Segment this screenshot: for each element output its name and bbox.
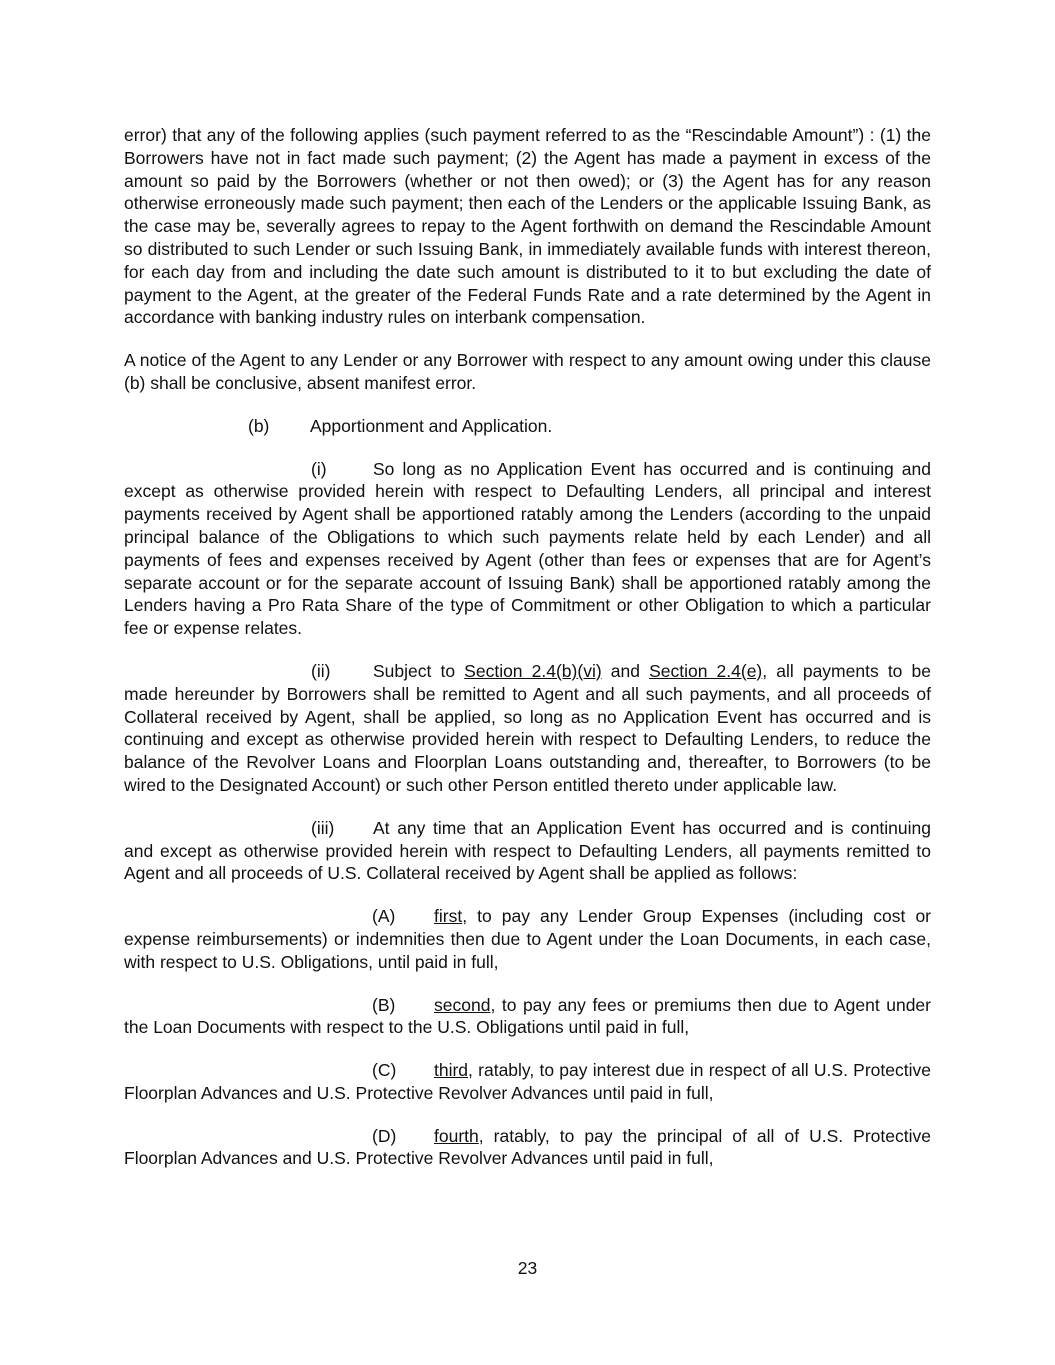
- item-label: (D): [372, 1125, 397, 1146]
- paragraph-rescindable-amount: error) that any of the following applies (such payment referred to as the “Rescindable Amount”) : (1) the Borrowers have not in fact made such payment; (2) the Agent has made a payment in excess of the amount so paid by the Borrowers (whether or not then owed); or (3) the Agent has for any reason otherwise erroneously made such payment; then each of the Lenders or the applicable Issuing Bank, as the case may be, severally agrees to repay to the Agent forthwith on demand the Rescindable Amount so distributed to such Lender or such Issuing Bank, in immediately available funds with interest thereon, for each day from and including the date such amount is distributed to it to but excluding the date of payment to the Agent, at the greater of the Federal Funds Rate and a rate determined by the Agent in accordance with banking industry rules on interbank compensation.: [124, 125, 931, 328]
- section-number: (b): [248, 415, 270, 436]
- item-label: (C): [372, 1060, 397, 1081]
- subsection-text: So long as no Application Event has occurred and is continuing and except as otherwise provided herein with respect to Defaulting Lenders, all principal and interest payments received by Agent shall be apportioned ratably among the Lenders (according to the unpaid principal balance of the Obligations to which such payments relate held by each Lender) and all payments of fees and expenses received by Agent (other than fees or expenses that are for Agent’s separate account or for the separate account of Issuing Bank) shall be apportioned ratably among the Lenders having a Pro Rata Share of the type of Commitment or other Obligation to which a particular fee or expense relates.: [124, 458, 931, 639]
- section-title: Apportionment and Application.: [310, 415, 553, 436]
- item-label: (A): [372, 906, 396, 927]
- section-heading-b: [124, 415, 931, 438]
- item-text: , to pay any Lender Group Expenses (including cost or expense reimbursements) or indemnities then due to Agent under the Loan Documents, in each case, with respect to U.S. Obligations, until paid in full,: [124, 906, 931, 972]
- item-keyword: fourth: [434, 1125, 479, 1146]
- subsection-mid: and: [601, 660, 650, 681]
- item-keyword: third: [434, 1060, 469, 1081]
- item-keyword: first: [434, 906, 463, 927]
- subsection-iii: [124, 817, 931, 885]
- subsection-label: (i): [311, 458, 327, 479]
- subsection-text: , all payments to be made hereunder by Borrowers shall be remitted to Agent and all such payments, and all proceeds of Collateral received by Agent, shall be applied, so long as no Application Event has occurred and is continuing and except as otherwise provided herein with respect to Defaulting Lenders, to reduce the balance of the Revolver Loans and Floorplan Loans outstanding and, thereafter, to Borrowers (to be wired to the Designated Account) or such other Person entitled thereto under applicable law.: [124, 660, 931, 795]
- item-c: [124, 1059, 931, 1105]
- subsection-i: [124, 458, 931, 640]
- subsection-ii: [124, 660, 931, 797]
- subsection-text: At any time that an Application Event has occurred and is continuing and except as otherwise provided herein with respect to Defaulting Lenders, all payments remitted to Agent and all proceeds of U.S. Collateral received by Agent shall be applied as follows:: [124, 817, 931, 884]
- section-reference-link[interactable]: Section 2.4(b)(vi): [464, 660, 602, 681]
- document-page: [124, 124, 931, 1170]
- page-number: 23: [517, 1258, 538, 1278]
- subsection-label: (ii): [311, 660, 331, 681]
- item-text: , ratably, to pay the principal of all of U.S. Protective Floorplan Advances and U.S. Protective Revolver Advances until paid in full,: [124, 1125, 931, 1169]
- item-d: [124, 1125, 931, 1171]
- subsection-prefix: Subject to: [373, 660, 465, 681]
- item-text: , to pay any fees or premiums then due to Agent under the Loan Documents with respect to the U.S. Obligations until paid in full,: [124, 994, 931, 1038]
- item-label: (B): [372, 994, 396, 1015]
- paragraph-notice: A notice of the Agent to any Lender or any Borrower with respect to any amount owing under this clause (b) shall be conclusive, absent manifest error.: [124, 350, 931, 393]
- section-reference-link[interactable]: Section 2.4(e): [649, 660, 763, 681]
- item-keyword: second: [434, 994, 491, 1015]
- item-b: [124, 994, 931, 1040]
- item-text: , ratably, to pay interest due in respect of all U.S. Protective Floorplan Advances and U.S. Protective Revolver Advances until paid in full,: [124, 1060, 931, 1103]
- subsection-label: (iii): [311, 817, 335, 838]
- item-a: [124, 905, 931, 973]
